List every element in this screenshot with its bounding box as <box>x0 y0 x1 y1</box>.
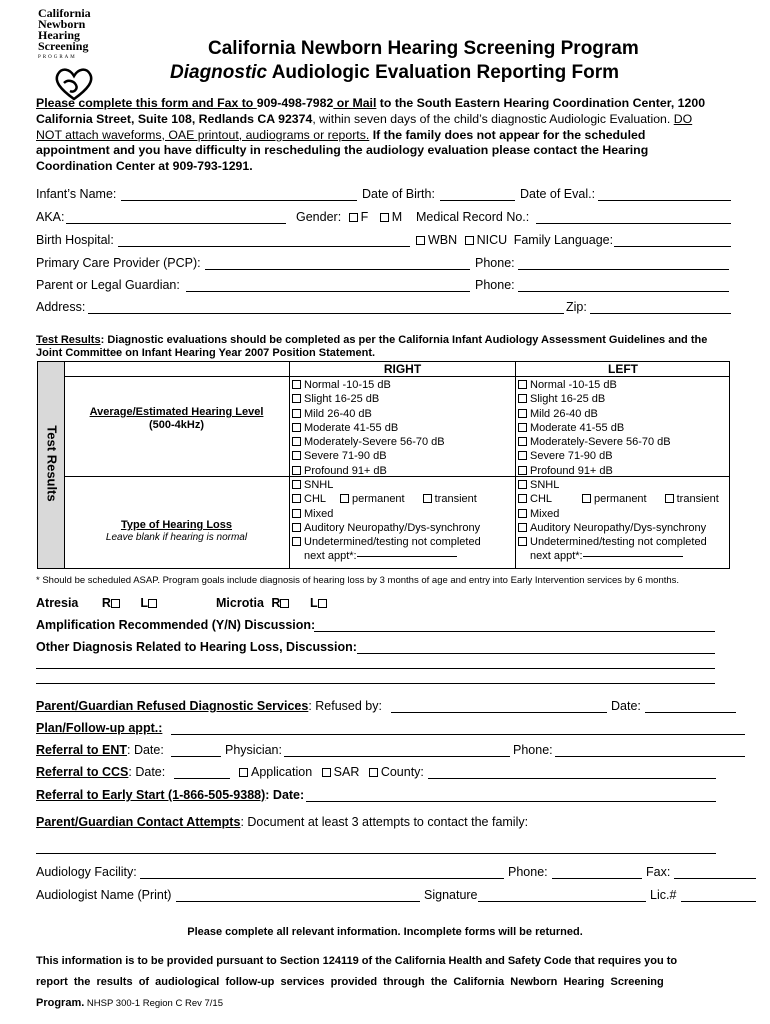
logo <box>38 8 98 103</box>
refused-date-label: Date: <box>611 699 641 713</box>
zip-field[interactable] <box>590 313 731 314</box>
left-level-option[interactable] <box>518 392 671 406</box>
gender-m-label: M <box>391 210 403 224</box>
checkbox[interactable] <box>292 466 301 475</box>
left-type-option[interactable] <box>518 521 719 535</box>
refused-group: Parent/Guardian Refused Diagnostic Services: Refused by: <box>36 699 382 713</box>
right-level-option[interactable] <box>292 407 445 421</box>
intro-text: to the South Eastern Hearing Coordination Center, 1200 <box>376 96 706 110</box>
address-field[interactable] <box>88 313 564 314</box>
nicu-label: NICU <box>476 233 508 247</box>
contact-group: Parent/Guardian Contact Attempts: Document at least 3 attempts to contact the family: <box>36 815 529 829</box>
pcp-phone-label: Phone: <box>475 256 515 270</box>
option-label: Moderate 41-55 dB <box>304 421 399 434</box>
contact-note: Document at least 3 attempts to contact the family: <box>247 815 529 829</box>
option-label: permanent <box>352 493 405 506</box>
intro-paragraph <box>36 96 705 175</box>
option-label: CHL <box>530 493 553 506</box>
left-level-option[interactable] <box>518 449 671 463</box>
mrn-field[interactable] <box>536 223 731 224</box>
ent-date-label: Date: <box>133 743 164 757</box>
other-diagnosis-label: Other Diagnosis Related to Hearing Loss, Discussion: <box>36 640 357 654</box>
left-type-option[interactable] <box>518 478 719 492</box>
guardian-phone-field[interactable] <box>518 291 729 292</box>
checkbox[interactable] <box>518 437 527 446</box>
facility-phone-field[interactable] <box>552 878 642 879</box>
gender-f-label: F <box>360 210 369 224</box>
ccs-application-label: Application <box>251 765 313 779</box>
facility-field[interactable] <box>140 878 504 879</box>
birth-hospital-label: Birth Hospital: <box>36 233 114 247</box>
ccs-sar-checkbox[interactable] <box>322 768 331 777</box>
checkbox[interactable] <box>518 523 527 532</box>
checkbox[interactable] <box>292 509 301 518</box>
facility-label: Audiology Facility: <box>36 865 137 879</box>
checkbox[interactable] <box>292 423 301 432</box>
microtia-l-label: L <box>309 596 318 610</box>
guardian-phone-label: Phone: <box>475 278 515 292</box>
legal-line <box>36 993 698 1014</box>
option-label: Undetermined/testing not completed <box>530 536 707 549</box>
intro-text: DO <box>673 111 693 126</box>
microtia-group <box>216 596 330 610</box>
checkbox[interactable] <box>582 494 591 503</box>
option-label: CHL <box>304 493 327 506</box>
right-next-appt <box>292 549 481 563</box>
checkbox[interactable] <box>518 509 527 518</box>
intro-text: Coordination Center at 909-793-1291. <box>36 159 253 174</box>
right-level-option[interactable] <box>292 421 445 435</box>
side-label: Test Results <box>44 425 60 502</box>
other-diagnosis-field-3[interactable] <box>36 683 715 684</box>
option-label: Undetermined/testing not completed <box>304 536 481 549</box>
subtitle-italic: Diagnostic <box>170 62 268 83</box>
date-eval-field[interactable] <box>598 200 731 201</box>
address-label: Address: <box>36 300 86 314</box>
legal-program: Program. <box>36 997 85 1009</box>
ccs-date-label: Date: <box>135 765 166 779</box>
avg-hearing-label: Average/Estimated Hearing Level <box>89 406 264 418</box>
right-type-option[interactable] <box>292 507 481 521</box>
aka-label: AKA: <box>36 210 65 224</box>
left-ear-header: LEFT <box>608 362 638 376</box>
pcp-phone-field[interactable] <box>518 269 729 270</box>
col-divider <box>515 362 516 568</box>
next-appt-label: next appt*: <box>304 550 357 563</box>
option-label: Mixed <box>530 507 560 520</box>
option-label: transient <box>434 493 477 506</box>
family-language-label: Family Language: <box>513 233 614 247</box>
plan-label: Plan/Follow-up appt.: <box>36 721 163 735</box>
option-label: Mild 26-40 dB <box>530 407 598 420</box>
option-label: Severe 71-90 dB <box>530 450 613 463</box>
ccs-county-field[interactable] <box>428 778 716 779</box>
right-type-option[interactable] <box>292 535 481 549</box>
logo-line: Screening <box>38 39 89 53</box>
header-row-line <box>64 376 729 377</box>
col-divider <box>289 362 290 568</box>
right-level-option[interactable] <box>292 449 445 463</box>
ccs-group: Referral to CCS: Date: <box>36 765 166 779</box>
aka-field[interactable] <box>66 223 286 224</box>
left-level-option[interactable] <box>518 435 671 449</box>
lic-field[interactable] <box>681 901 756 902</box>
ent-physician-field[interactable] <box>284 756 510 757</box>
test-results-table <box>37 361 730 569</box>
checkbox[interactable] <box>292 394 301 403</box>
refused-by-label: Refused by: <box>315 699 382 713</box>
gender-label: Gender: <box>296 210 342 224</box>
checkbox[interactable] <box>518 537 527 546</box>
test-results-heading <box>36 334 707 360</box>
mrn-label: Medical Record No.: <box>416 210 530 224</box>
left-levels <box>518 378 671 478</box>
checkbox[interactable] <box>665 494 674 503</box>
test-results-text: Joint Committee on Infant Hearing Year 2007 Position Statement. <box>36 347 376 359</box>
ent-date-field[interactable] <box>171 756 221 757</box>
ent-label: Referral to ENT <box>36 743 127 757</box>
checkbox[interactable] <box>292 380 301 389</box>
infant-name-label: Infant’s Name: <box>36 187 117 201</box>
right-levels <box>292 378 445 478</box>
form-number: NHSP 300-1 Region C Rev 7/15 <box>84 998 224 1009</box>
early-start-label: Referral to Early Start (1-866-505-9388) <box>36 788 266 802</box>
option-label: SNHL <box>304 479 334 491</box>
signature-field[interactable] <box>478 901 646 902</box>
ent-physician-label: Physician: <box>225 743 282 757</box>
left-next-appt-field[interactable] <box>583 556 683 557</box>
option-label: permanent <box>594 493 647 506</box>
legal-line: report the results of audiological follow-up services provided through the California Newborn Hearing Screening <box>36 976 664 988</box>
right-type <box>292 478 481 564</box>
checkbox[interactable] <box>518 409 527 418</box>
microtia-r-checkbox[interactable] <box>280 599 289 608</box>
intro-text: appointment and you have difficulty in rescheduling the audiology evaluation please contact the Hearing <box>36 143 649 158</box>
guardian-field[interactable] <box>186 291 470 292</box>
right-level-option[interactable] <box>292 435 445 449</box>
ent-phone-field[interactable] <box>555 756 745 757</box>
logo-line: Newborn <box>38 17 86 31</box>
right-type-option[interactable] <box>292 521 481 535</box>
ccs-county-checkbox[interactable] <box>369 768 378 777</box>
checkbox[interactable] <box>340 494 349 503</box>
checkbox[interactable] <box>423 494 432 503</box>
intro-text: or Mail <box>333 96 377 110</box>
checkbox[interactable] <box>518 394 527 403</box>
page-title: California Newborn Hearing Screening Program <box>208 38 639 59</box>
option-label: Moderately-Severe 56-70 dB <box>530 436 671 449</box>
wbn-label: WBN <box>428 233 458 247</box>
test-results-label: Test Results <box>36 334 101 346</box>
right-type-option[interactable] <box>292 492 481 506</box>
intro-address: California Street, Suite 108, Redlands CA 92374 <box>36 111 313 126</box>
dob-label: Date of Birth: <box>362 187 435 201</box>
intro-text: , within seven days of the child’s diagnostic Audiologic Evaluation. <box>312 111 674 126</box>
option-label: Moderately-Severe 56-70 dB <box>304 436 445 449</box>
audiologist-field[interactable] <box>176 901 420 902</box>
ccs-options <box>239 765 424 779</box>
legal-line: This information is to be provided pursuant to Section 124119 of the California Health and Safety Code that requires you to <box>36 955 678 967</box>
logo-line: PROGRAM <box>38 55 77 60</box>
right-level-option[interactable] <box>292 464 445 478</box>
refused-date-field[interactable] <box>645 712 736 713</box>
complete-note: Please complete all relevant information. Incomplete forms will be returned. <box>187 926 583 938</box>
checkbox[interactable] <box>292 494 301 503</box>
contact-label: Parent/Guardian Contact Attempts <box>36 815 241 829</box>
microtia-l-checkbox[interactable] <box>318 599 327 608</box>
left-next-appt <box>518 549 719 563</box>
left-level-option[interactable] <box>518 464 671 478</box>
nursery-group <box>416 233 613 247</box>
option-label: Moderate 41-55 dB <box>530 421 625 434</box>
infant-row <box>36 187 116 201</box>
facility-fax-field[interactable] <box>674 878 756 879</box>
dob-field[interactable] <box>440 200 515 201</box>
footnote <box>36 575 679 586</box>
left-type-option[interactable] <box>518 492 719 506</box>
right-level-option[interactable] <box>292 378 445 392</box>
microtia-r-label: R <box>271 596 281 610</box>
ccs-county-label: County: <box>380 765 424 779</box>
intro-text: If the family does not appear for the scheduled <box>369 127 646 142</box>
avg-hearing-range: (500-4kHz) <box>148 419 205 431</box>
nicu-checkbox[interactable] <box>465 236 474 245</box>
microtia-label: Microtia <box>216 596 264 610</box>
birth-hospital-field[interactable] <box>118 246 410 247</box>
checkbox[interactable] <box>518 480 527 489</box>
option-label: Mixed <box>304 507 334 520</box>
option-label: transient <box>676 493 719 506</box>
infant-name-field[interactable] <box>121 200 357 201</box>
legal-text <box>36 951 698 1014</box>
option-label: SNHL <box>530 479 560 491</box>
amplification-label: Amplification Recommended (Y/N) Discussion: <box>36 618 316 632</box>
left-level-option[interactable] <box>518 421 671 435</box>
checkbox[interactable] <box>518 466 527 475</box>
pcp-label: Primary Care Provider (PCP): <box>36 256 201 270</box>
left-type-option[interactable] <box>518 535 719 549</box>
wbn-checkbox[interactable] <box>416 236 425 245</box>
asterisk: * <box>36 575 40 586</box>
option-label: Normal -10-15 dB <box>530 379 617 391</box>
left-type <box>518 478 719 564</box>
page-subtitle <box>170 62 619 84</box>
guardian-label: Parent or Legal Guardian: <box>36 278 180 292</box>
early-start-date-label: : Date: <box>265 788 305 802</box>
gender-group <box>296 210 402 224</box>
option-label: Auditory Neuropathy/Dys-synchrony <box>530 521 707 534</box>
refused-label: Parent/Guardian Refused Diagnostic Services <box>36 699 309 713</box>
ent-phone-label: Phone: <box>513 743 553 757</box>
contact-field[interactable] <box>36 853 716 854</box>
logo-line: California <box>38 6 91 20</box>
checkbox[interactable] <box>518 423 527 432</box>
checkbox[interactable] <box>518 451 527 460</box>
atresia-group <box>36 596 160 610</box>
other-diagnosis-field[interactable] <box>357 653 715 654</box>
gender-f-checkbox[interactable] <box>349 213 358 222</box>
option-label: Severe 71-90 dB <box>304 450 387 463</box>
refused-by-field[interactable] <box>391 712 607 713</box>
pcp-field[interactable] <box>205 269 470 270</box>
gender-m-checkbox[interactable] <box>380 213 389 222</box>
logo-line: Hearing <box>38 28 80 42</box>
next-appt-label: next appt*: <box>530 550 583 563</box>
atresia-l-checkbox[interactable] <box>148 599 157 608</box>
footnote-text: Should be scheduled ASAP. Program goals include diagnosis of hearing loss by 3 months of age and entry into Early Intervention services by 6 months. <box>42 575 680 586</box>
checkbox[interactable] <box>292 437 301 446</box>
ccs-sar-label: SAR <box>333 765 360 779</box>
lic-label: Lic.# <box>650 888 677 902</box>
signature-label: Signature <box>424 888 478 902</box>
atresia-label: Atresia <box>36 596 79 610</box>
checkbox[interactable] <box>292 409 301 418</box>
type-hearing-loss-note: Leave blank if hearing is normal <box>105 532 248 543</box>
option-label: Mild 26-40 dB <box>304 407 372 420</box>
family-language-field[interactable] <box>614 246 731 247</box>
checkbox[interactable] <box>292 480 301 489</box>
early-start-group <box>36 788 304 802</box>
ccs-application-checkbox[interactable] <box>239 768 248 777</box>
atresia-r-label: R <box>101 596 111 610</box>
plan-field[interactable] <box>171 734 745 735</box>
right-level-option[interactable] <box>292 392 445 406</box>
left-level-option[interactable] <box>518 378 671 392</box>
option-label: Auditory Neuropathy/Dys-synchrony <box>304 521 481 534</box>
audiologist-label: Audiologist Name (Print) <box>36 888 172 902</box>
facility-fax-label: Fax: <box>646 865 671 879</box>
checkbox[interactable] <box>292 537 301 546</box>
left-type-option[interactable] <box>518 507 719 521</box>
checkbox[interactable] <box>518 380 527 389</box>
checkbox[interactable] <box>292 451 301 460</box>
date-eval-label: Date of Eval.: <box>520 187 596 201</box>
right-ear-header: RIGHT <box>383 362 422 376</box>
right-next-appt-field[interactable] <box>357 556 457 557</box>
checkbox[interactable] <box>518 494 527 503</box>
ent-group: Referral to ENT: Date: <box>36 743 164 757</box>
ccs-label: Referral to CCS <box>36 765 129 779</box>
other-diagnosis-field-2[interactable] <box>36 668 715 669</box>
option-label: Profound 91+ dB <box>530 464 613 477</box>
atresia-l-label: L <box>140 596 149 610</box>
early-start-date-field[interactable] <box>306 801 716 802</box>
right-type-option[interactable] <box>292 478 481 492</box>
type-hearing-loss-label: Type of Hearing Loss <box>120 519 233 531</box>
ccs-date-field[interactable] <box>174 778 230 779</box>
left-level-option[interactable] <box>518 407 671 421</box>
subtitle-rest: Audiologic Evaluation Reporting Form <box>267 62 619 83</box>
option-label: Slight 16-25 dB <box>304 393 380 406</box>
option-label: Normal -10-15 dB <box>304 379 391 391</box>
test-results-text: : Diagnostic evaluations should be completed as per the California Infant Audiology Assessment Guidelines and the <box>100 334 708 346</box>
option-label: Slight 16-25 dB <box>530 393 606 406</box>
atresia-r-checkbox[interactable] <box>111 599 120 608</box>
amplification-field[interactable] <box>314 631 715 632</box>
checkbox[interactable] <box>292 523 301 532</box>
zip-label: Zip: <box>566 300 587 314</box>
intro-text: Please complete this form and Fax to <box>36 96 257 110</box>
facility-phone-label: Phone: <box>508 865 548 879</box>
fax-number: 909-498-7982 <box>256 96 334 110</box>
intro-text: NOT attach waveforms, OAE printout, audiograms or reports. <box>36 127 370 142</box>
option-label: Profound 91+ dB <box>304 464 387 477</box>
